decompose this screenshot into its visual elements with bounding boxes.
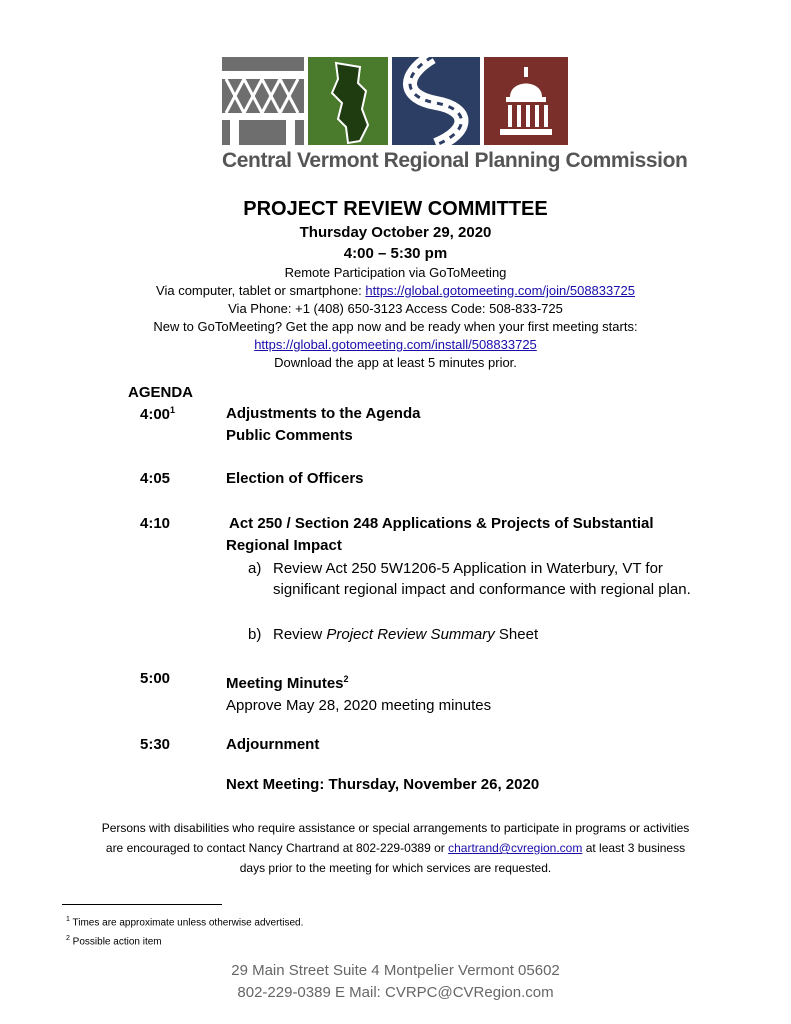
agenda-item-1-line-1: Adjustments to the Agenda [226, 405, 421, 422]
page-title: PROJECT REVIEW COMMITTEE [243, 198, 548, 220]
agenda-item-1-line-2: Public Comments [226, 427, 353, 444]
footnote-1: $^1$ Times are approximate unless otherwise advertised. [66, 916, 304, 929]
footer-contact: 802-229-0389 E Mail: CVRPC@CVRegion.com [237, 984, 554, 1001]
via-computer-label: Via computer, tablet or smartphone: [156, 283, 366, 298]
page-footer [0, 960, 791, 1004]
footnote-2: $^2$ Possible action item [66, 935, 162, 948]
remote-participation: Remote Participation via GoToMeeting [284, 265, 507, 280]
meeting-header [0, 196, 791, 372]
join-meeting-link[interactable]: https://global.gotomeeting.com/join/508833725 [365, 283, 635, 298]
footnotes [66, 912, 303, 951]
agenda-item-1 [226, 403, 420, 447]
agenda-time-3: 4:10 [140, 515, 171, 532]
agenda-item-4-detail: Approve May 28, 2020 meeting minutes [226, 697, 492, 714]
agenda-item-5-line-1: Adjournment [226, 736, 320, 753]
agenda-item-2-line-1: Election of Officers [226, 470, 364, 487]
agenda-time-2: 4:05 [140, 470, 171, 487]
subitem-b-italic: Project Review Summary [326, 626, 495, 643]
agenda-subitem-b [248, 624, 728, 645]
cvrpc-logo [222, 57, 688, 173]
vermont-map-tile-icon [308, 57, 388, 145]
agenda-item-3-line-1: Act 250 / Section 248 Applications & Projects of Substantial [229, 515, 654, 532]
footnote-ref-1: 1 [170, 405, 176, 415]
agenda-item-4-title: Meeting Minutes$^2$ [226, 674, 349, 692]
footnote-ref-2: 2 [343, 674, 349, 684]
agenda-time-4: 5:00 [140, 670, 171, 687]
footnote-divider [62, 904, 222, 905]
install-line [0, 336, 791, 354]
agenda-item-5 [226, 734, 319, 756]
meeting-time: 4:00 – 5:30 pm [343, 245, 448, 262]
subitem-a-text: Review Act 250 5W1206-5 Application in Waterbury, VT for significant regional impact and conformance with regional plan. [273, 560, 691, 598]
new-to-gotomeeting-line: New to GoToMeeting? Get the app now and be ready when your first meeting starts: [153, 319, 638, 334]
agenda-item-4 [226, 668, 491, 717]
meeting-date: Thursday October 29, 2020 [299, 224, 492, 241]
agenda-label: AGENDA [128, 384, 194, 401]
road-tile-icon [392, 57, 480, 145]
agenda-item-2 [226, 468, 364, 490]
agenda-subitem-a [248, 558, 728, 600]
org-name: Central Vermont Regional Planning Commission [222, 149, 688, 172]
email-link[interactable]: chartrand@cvregion.com [448, 841, 583, 855]
agenda-item-3 [226, 513, 654, 557]
agenda-time-1: $4:00^1$ [140, 405, 176, 423]
footer-address: 29 Main Street Suite 4 Montpelier Vermont 05602 [231, 962, 560, 979]
accessibility-notice: Persons with disabilities who require assistance or special arrangements to participate in programs or activities are encouraged to contact Nancy Chartrand at 802-229-0389 or chartrand@cvregion.com at least 3 business days prior to the meeting for which services are requested. [101, 821, 690, 875]
capitol-tile-icon [484, 57, 568, 145]
subitem-b-text: Review Project Review Summary Sheet [273, 626, 539, 643]
bridge-tile-icon [222, 57, 304, 145]
download-note: Download the app at least 5 minutes prior. [274, 355, 517, 370]
agenda-time-5: 5:30 [140, 736, 171, 753]
via-computer-line [0, 282, 791, 300]
install-app-link[interactable]: https://global.gotomeeting.com/install/508833725 [254, 337, 537, 352]
agenda-item-3-line-2: Regional Impact [226, 537, 342, 554]
via-phone-line: Via Phone: +1 (408) 650-3123 Access Code: 508-833-725 [228, 301, 563, 316]
next-meeting: Next Meeting: Thursday, November 26, 2020 [226, 776, 540, 793]
subitem-b-marker: b) [248, 626, 262, 643]
subitem-a-marker: a) [248, 560, 262, 577]
